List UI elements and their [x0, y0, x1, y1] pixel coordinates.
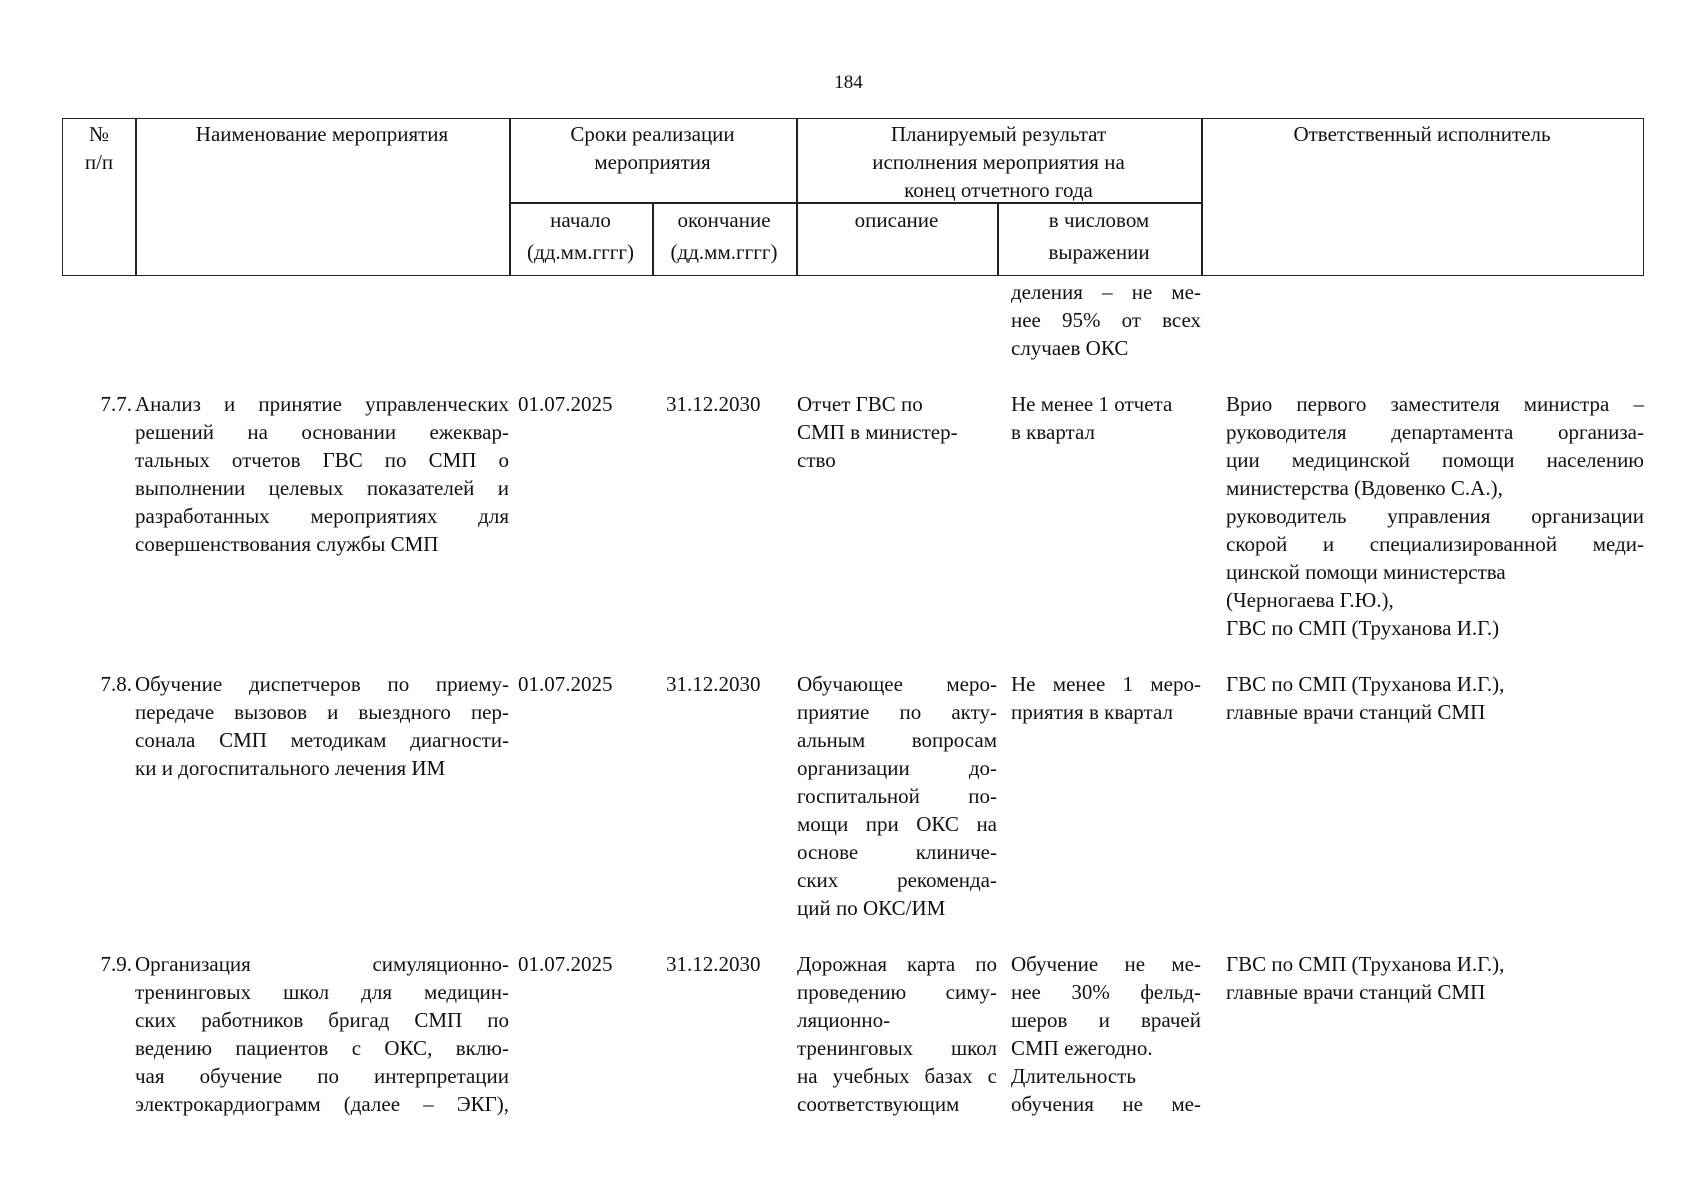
activity-name: Организация симуляционно- тренинговых школ для медицин- ских работников бригад СМП по ведению пациентов с ОКС, вклю- чая обучение по интерпретации электрокардиограмм (далее – ЭКГ),: [135, 952, 509, 1116]
responsible-executor: ГВС по СМП (Труханова И.Г.), главные врачи станций СМП: [1226, 672, 1505, 724]
header-end: окончание (дд.мм.гггг): [670, 208, 778, 264]
numeric-result: Не менее 1 меро- приятия в квартал: [1011, 672, 1201, 724]
start-date: 01.07.2025: [518, 952, 613, 976]
row-number: 7.7.: [100, 392, 132, 416]
end-date: 31.12.2030: [666, 952, 761, 976]
activity-name: Обучение диспетчеров по приему- передаче вызовов и выездного пер- сонала СМП методикам диагности- ки и догоспитального лечения ИМ: [135, 672, 509, 780]
end-date: 31.12.2030: [666, 392, 761, 416]
result-description: Обучающее меро- приятие по акту- альным вопросам организации до- госпитальной по- мощи при ОКС на основе клиниче- ских рекоменда- ций по ОКС/ИМ: [797, 672, 997, 920]
responsible-executor: ГВС по СМП (Труханова И.Г.), главные врачи станций СМП: [1226, 952, 1505, 1004]
header-start: начало (дд.мм.гггг): [527, 208, 634, 264]
page-number: 184: [834, 72, 863, 93]
numeric-result: Обучение не ме- нее 30% фельд- шеров и врачей СМП ежегодно. Длительность обучения не ме-: [1011, 952, 1201, 1116]
start-date: 01.07.2025: [518, 392, 613, 416]
row-number: 7.9.: [100, 952, 132, 976]
header-responsible: Ответственный исполнитель: [1293, 122, 1551, 146]
activity-name: Анализ и принятие управленческих решений на основании ежеквар- тальных отчетов ГВС по СМП о выполнении целевых показателей и разработанных мероприятиях для совершенствования службы СМП: [135, 392, 509, 556]
responsible-executor: Врио первого заместителя министра – руководителя департамента организа- ции медицинской помощи населению министерства (Вдовенко С.А.), руководитель управления организации скорой и специализированной меди- цинской помощи министерства (Черногаева Г.Ю.), ГВС по СМП (Труханова И.Г.): [1226, 392, 1644, 640]
result-description: Дорожная карта по проведению симу- ляционно- тренинговых школ на учебных базах с соответствующим: [797, 952, 997, 1116]
header-result: Планируемый результат исполнения мероприятия на конец отчетного года: [872, 122, 1125, 202]
numeric-result: Не менее 1 отчета в квартал: [1011, 392, 1173, 444]
header-terms: Сроки реализации мероприятия: [570, 122, 735, 174]
numeric-result: деления – не ме- нее 95% от всех случаев ОКС: [1011, 280, 1201, 360]
row-number: 7.8.: [100, 672, 132, 696]
header-num: № п/п: [84, 122, 114, 174]
start-date: 01.07.2025: [518, 672, 613, 696]
end-date: 31.12.2030: [666, 672, 761, 696]
result-description: Отчет ГВС по СМП в министер- ство: [797, 392, 958, 472]
header-desc: описание: [854, 208, 939, 232]
header-name: Наименование мероприятия: [195, 122, 449, 146]
table-header: [62, 118, 1644, 276]
header-numeric: в числовом выражении: [1048, 208, 1150, 264]
